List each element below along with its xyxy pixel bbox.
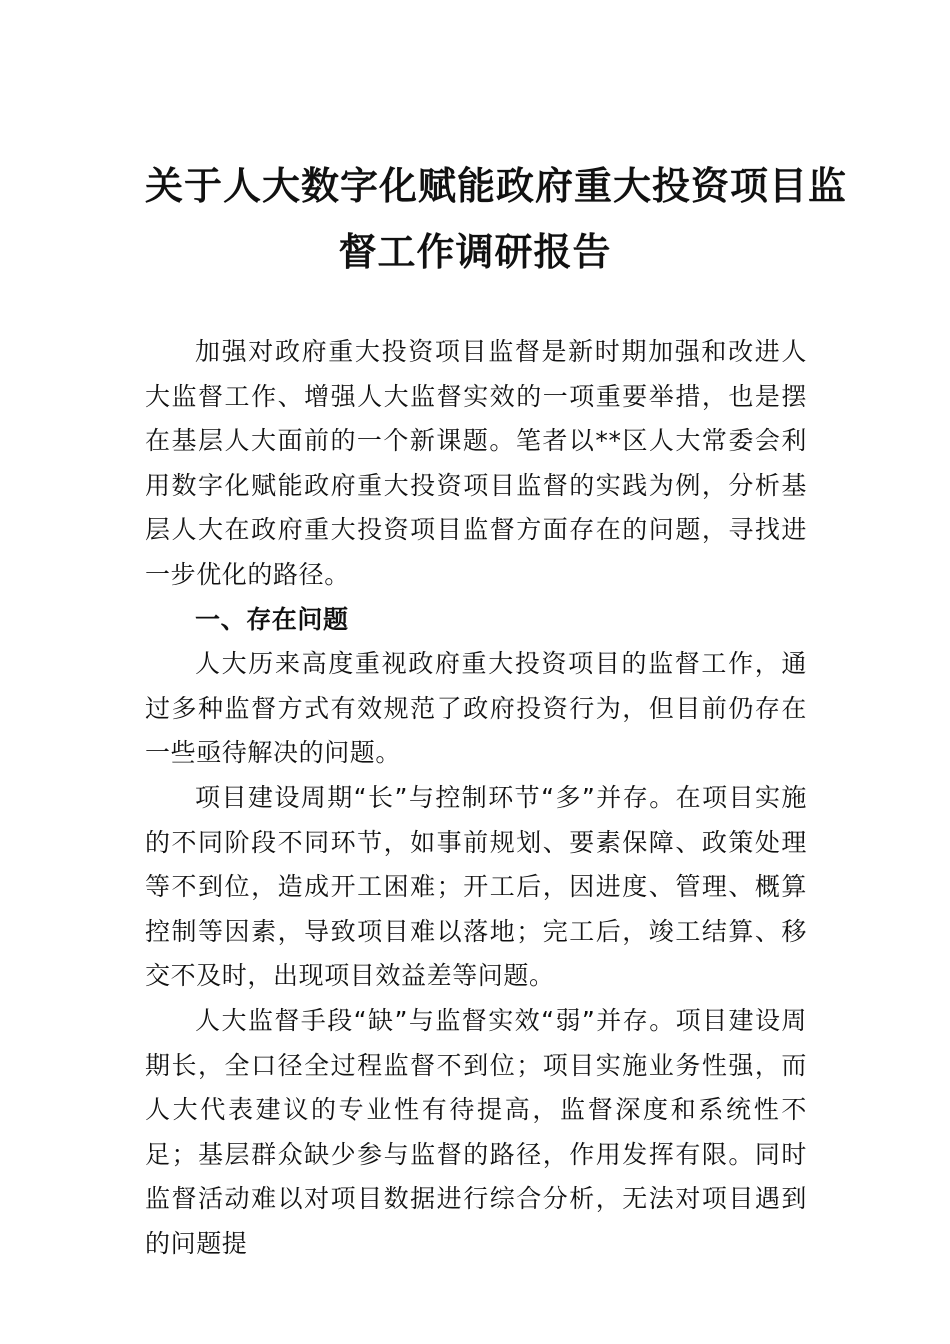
document-body — [145, 330, 807, 1266]
paragraph-project-cycle: 项目建设周期“长”与控制环节“多”并存。在项目实施的不同阶段不同环节，如事前规划、要素保障、政策处理等不到位，造成开工困难；开工后，因进度、管理、概算控制等因素，导致项目难以落地；完工后，竣工结算、移交不及时，出现项目效益差等问题。 — [145, 782, 807, 991]
paragraph-supervision-means: 人大监督手段“缺”与监督实效“弱”并存。项目建设周期长，全口径全过程监督不到位；项目实施业务性强，而人大代表建议的专业性有待提高，监督深度和系统性不足；基层群众缺少参与监督的路径，作用发挥有限。同时监督活动难以对项目数据进行综合分析，无法对项目遇到的问题提 — [145, 1005, 807, 1258]
document-title-line-1: 关于人大数字化赋能政府重大投资项目监 — [145, 163, 848, 208]
intro-paragraph: 加强对政府重大投资项目监督是新时期加强和改进人大监督工作、增强人大监督实效的一项重要举措，也是摆在基层人大面前的一个新课题。笔者以**区人大常委会利用数字化赋能政府重大投资项目监督的实践为例，分析基层人大在政府重大投资项目监督方面存在的问题，寻找进一步优化的路径。 — [145, 337, 807, 589]
paragraph-overview: 人大历来高度重视政府重大投资项目的监督工作，通过多种监督方式有效规范了政府投资行为，但目前仍存在一些亟待解决的问题。 — [145, 649, 807, 768]
section-heading-problems: 一、存在问题 — [195, 604, 349, 634]
document-title-line-2: 督工作调研报告 — [338, 229, 612, 274]
